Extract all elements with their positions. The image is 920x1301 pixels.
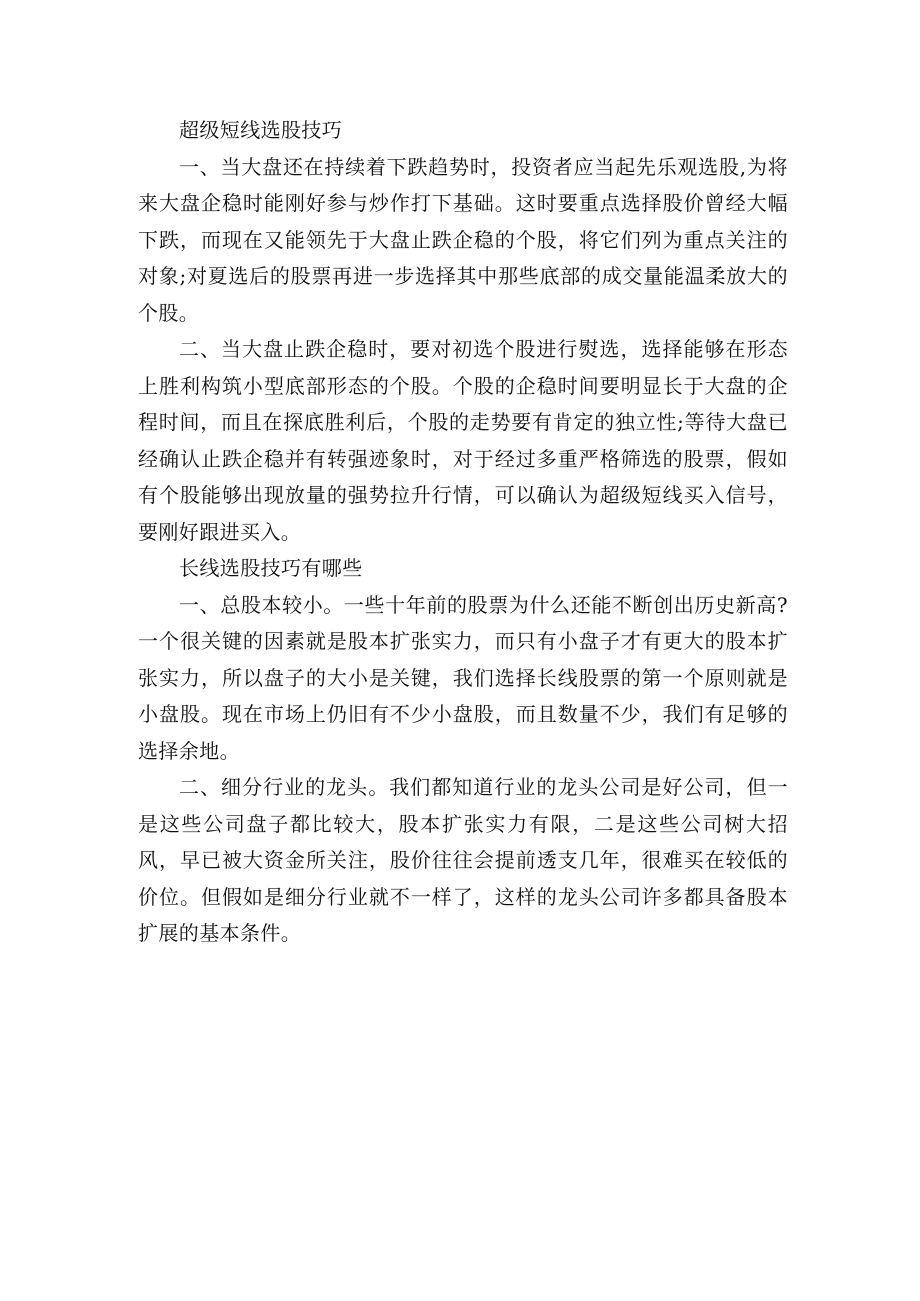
document-body <box>138 112 788 952</box>
paragraph-long-term-2: 二、细分行业的龙头。我们都知道行业的龙头公司是好公司，但一是这些公司盘子都比较大，股本扩张实力有限，二是这些公司树大招风，早已被大资金所关注，股价往往会提前透支几年，很难买在较低的价位。但假如是细分行业就不一样了，这样的龙头公司许多都具备股本扩展的基本条件。 <box>138 775 788 945</box>
paragraph-short-term-1: 一、当大盘还在持续着下跌趋势时，投资者应当起先乐观选股,为将来大盘企稳时能刚好参与炒作打下基础。这时要重点选择股价曾经大幅下跌，而现在又能领先于大盘止跌企稳的个股，将它们列为重点关注的对象;对夏选后的股票再进一步选择其中那些底部的成交量能温柔放大的个股。 <box>138 154 788 325</box>
paragraph-short-term-2: 二、当大盘止跌企稳时，要对初选个股进行熨选，选择能够在形态上胜利构筑小型底部形态的个股。个股的企稳时间要明显长于大盘的企程时间，而且在探底胜利后，个股的走势要有肯定的独立性;等待大盘已经确认止跌企稳并有转强迹象时，对于经过多重严格筛选的股票，假如有个股能够出现放量的强势拉升行情，可以确认为超级短线买入信号，要刚好跟进买入。 <box>138 337 788 544</box>
paragraph-long-term-1: 一、总股本较小。一些十年前的股票为什么还能不断创出历史新高?一个很关键的因素就是股本扩张实力，而只有小盘子才有更大的股本扩张实力，所以盘子的大小是关键，我们选择长线股票的第一个原则就是小盘股。现在市场上仍旧有不少小盘股，而且数量不少，我们有足够的选择余地。 <box>138 592 788 763</box>
section-heading-short-term: 超级短线选股技巧 <box>179 118 343 142</box>
section-heading-long-term: 长线选股技巧有哪些 <box>179 556 363 580</box>
